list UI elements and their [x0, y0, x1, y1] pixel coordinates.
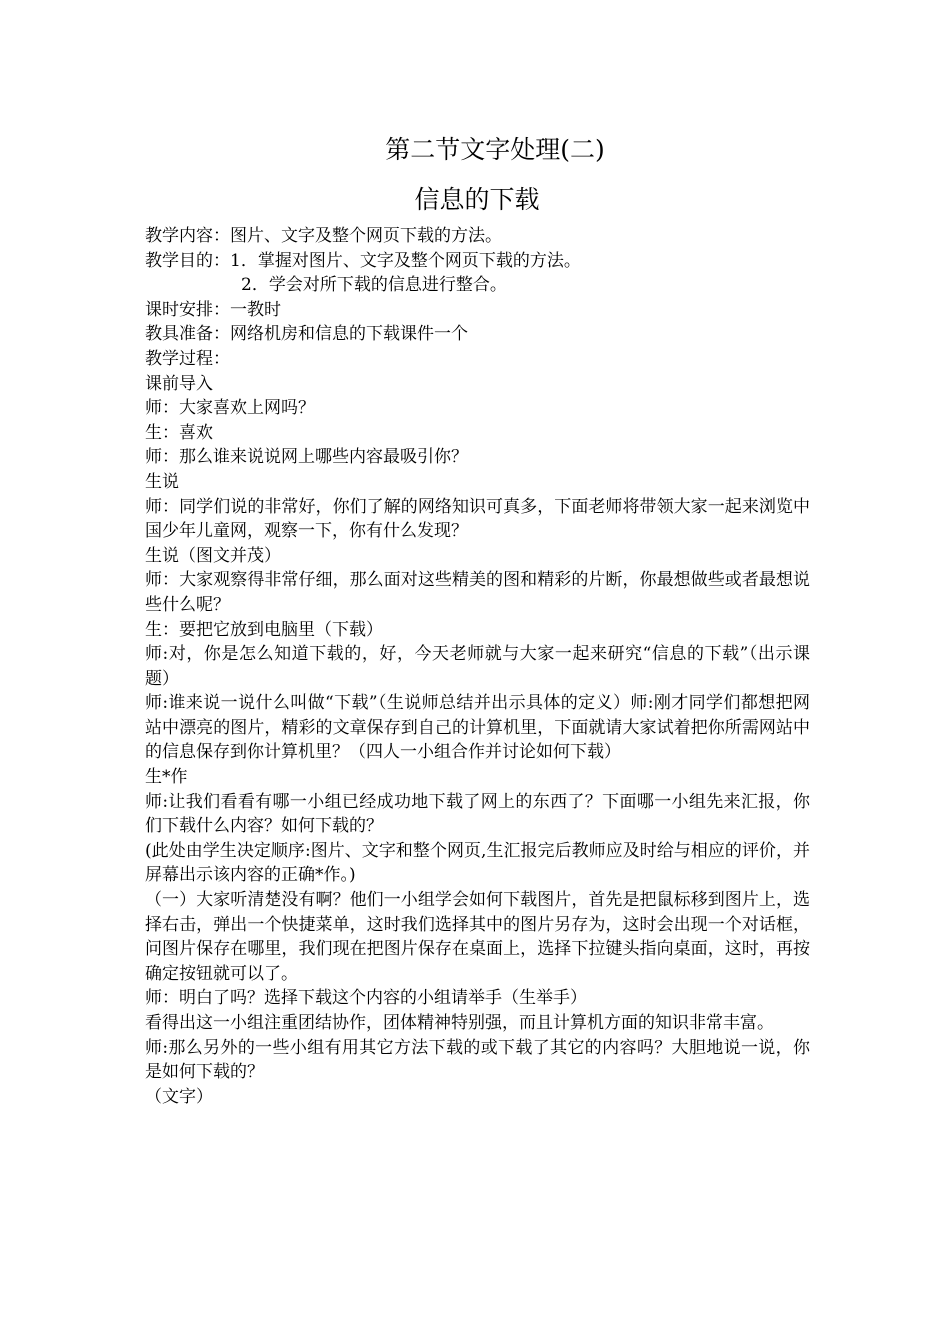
document-title: 第二节文字处理(二)	[385, 135, 605, 164]
line-content: 教学内容：图片、文字及整个网页下载的方法。	[145, 226, 502, 246]
para-step-1: （一）大家听清楚没有啊？他们一小组学会如何下载图片，首先是把鼠标移到图片上，选择右击，弹出一个快捷菜单，这时我们选择其中的图片另存为，这时会出现一个对话框，问图片保存在哪里，我们现在把图片保存在桌面上，选择下拉键头指向桌面，这时，再按确定按钮就可以了。	[145, 890, 810, 984]
line-student-2: 生说	[145, 471, 179, 492]
document-subtitle: 信息的下载	[414, 185, 540, 214]
document-body	[145, 224, 810, 1109]
line-student-5: 生*作	[145, 767, 188, 788]
line-student-4: 生：要把它放到电脑里（下载）	[145, 619, 383, 640]
line-student-3: 生说（图文并茂）	[145, 545, 281, 566]
line-student-6: （文字）	[145, 1086, 213, 1107]
line-process: 教学过程：	[145, 348, 230, 369]
line-student-1: 生：喜欢	[145, 422, 213, 443]
line-intro: 课前导入	[145, 373, 213, 394]
line-teacher-8: 师：明白了吗？选择下载这个内容的小组请举手（生举手）	[145, 988, 587, 1009]
para-teacher-3: 师：同学们说的非常好，你们了解的网络知识可真多，下面老师将带领大家一起来浏览中国少年儿童网，观察一下，你有什么发现？	[145, 496, 810, 542]
para-comment: 看得出这一小组注重团结协作，团体精神特别强，而且计算机方面的知识非常丰富。	[145, 1013, 774, 1033]
line-teacher-1: 师：大家喜欢上网吗？	[145, 398, 315, 419]
para-teacher-7: 师:让我们看看有哪一小组已经成功地下载了网上的东西了？下面哪一小组先来汇报，你们下载什么内容？如何下载的？	[145, 791, 810, 837]
para-teacher-4: 师：大家观察得非常仔细，那么面对这些精美的图和精彩的片断，你最想做些或者最想说些什么呢？	[145, 570, 810, 615]
line-teacher-2: 师：那么谁来说说网上哪些内容最吸引你？	[145, 447, 468, 468]
line-objective-2: 2．学会对所下载的信息进行整合。	[241, 275, 507, 296]
para-note-1: (此处由学生决定顺序:图片、文字和整个网页,生汇报完后教师应及时给与相应的评价，并屏幕出示该内容的正确*作。)	[145, 840, 810, 886]
para-teacher-9: 师:那么另外的一些小组有用其它方法下载的或下载了其它的内容吗？大胆地说一说，你是如何下载的？	[145, 1037, 810, 1083]
line-objective-1: 教学目的：1．掌握对图片、文字及整个网页下载的方法。	[145, 250, 581, 271]
para-teacher-6: 师:谁来说一说什么叫做“下载”（生说师总结并出示具体的定义）师:刚才同学们都想把网站中漂亮的图片，精彩的文章保存到自己的计算机里，下面就请大家试着把你所需网站中的信息保存到你计算机里？（四人一小组合作并讨论如何下载）	[145, 693, 810, 763]
line-schedule: 课时安排：一教时	[145, 299, 281, 320]
line-prep: 教具准备：网络机房和信息的下载课件一个	[145, 324, 468, 345]
para-teacher-5: 师:对，你是怎么知道下载的，好，今天老师就与大家一起来研究“信息的下载”（出示课题）	[145, 644, 810, 689]
